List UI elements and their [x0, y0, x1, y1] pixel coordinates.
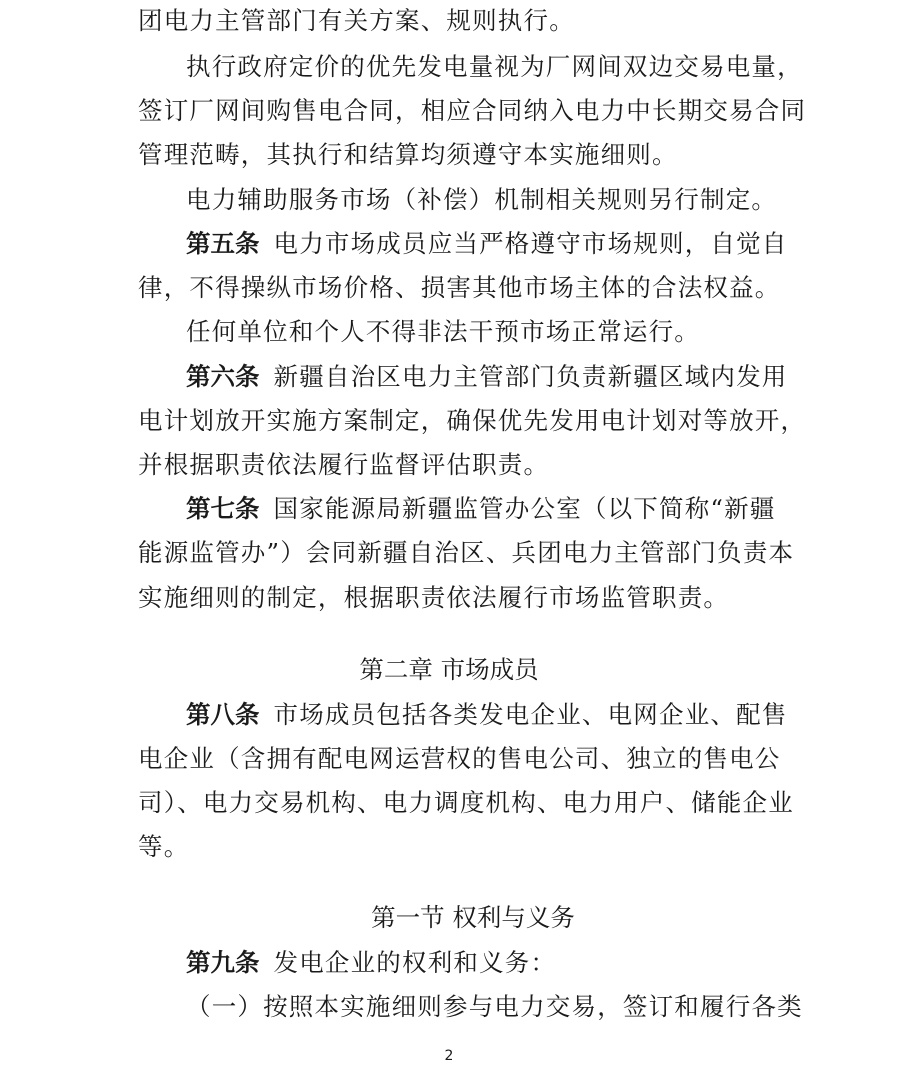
text-line: 发电企业的权利和义务： [273, 948, 557, 977]
section-heading: 第一节 权利与义务 [371, 903, 575, 932]
text-line: 律，不得操纵市场价格、损害其他市场主体的合法权益。 [138, 273, 781, 302]
text-line: 新疆自治区电力主管部门负责新疆区域内发用 [273, 362, 788, 391]
text-line: 等。 [138, 832, 190, 861]
text-line: 并根据职责依法履行监督评估职责。 [138, 450, 550, 479]
chapter-heading: 第二章 市场成员 [359, 655, 539, 684]
article-9-label: 第九条 [186, 948, 260, 977]
text-line: 实施细则的制定，根据职责依法履行市场监管职责。 [138, 583, 730, 612]
text-line: 电计划放开实施方案制定，确保优先发用电计划对等放开， [138, 406, 807, 435]
text-line: 能源监管办”）会同新疆自治区、兵团电力主管部门负责本 [138, 538, 795, 567]
article-9-paragraph [186, 948, 826, 978]
text-line: 电力市场成员应当严格遵守市场规则，自觉自 [273, 229, 788, 258]
article-8-paragraph [186, 700, 826, 730]
text-line: 市场成员包括各类发电企业、电网企业、配售 [273, 700, 788, 729]
text-line: 电力辅助服务市场（补偿）机制相关规则另行制定。 [186, 185, 778, 214]
text-line: 签订厂网间购售电合同，相应合同纳入电力中长期交易合同 [138, 96, 807, 125]
text-line: 国家能源局新疆监管办公室（以下简称“新疆 [273, 494, 776, 523]
text-line: 团电力主管部门有关方案、规则执行。 [138, 6, 575, 35]
article-6-paragraph [186, 362, 826, 392]
article-7-paragraph [186, 494, 826, 524]
text-line: 任何单位和个人不得非法干预市场正常运行。 [186, 317, 700, 346]
page-number: 2 [444, 1048, 454, 1064]
article-8-label: 第八条 [186, 700, 260, 729]
text-line: （一）按照本实施细则参与电力交易，签订和履行各类 [186, 992, 803, 1021]
text-line: 电企业（含拥有配电网运营权的售电公司、独立的售电公 [138, 744, 781, 773]
text-line: 司）、电力交易机构、电力调度机构、电力用户、储能企业 [138, 788, 794, 817]
article-5-label: 第五条 [186, 229, 260, 258]
text-line: 管理范畴，其执行和结算均须遵守本实施细则。 [138, 140, 678, 169]
text-line: 执行政府定价的优先发电量视为厂网间双边交易电量， [186, 52, 803, 81]
article-5-paragraph [186, 229, 826, 259]
article-6-label: 第六条 [186, 362, 260, 391]
article-7-label: 第七条 [186, 494, 260, 523]
